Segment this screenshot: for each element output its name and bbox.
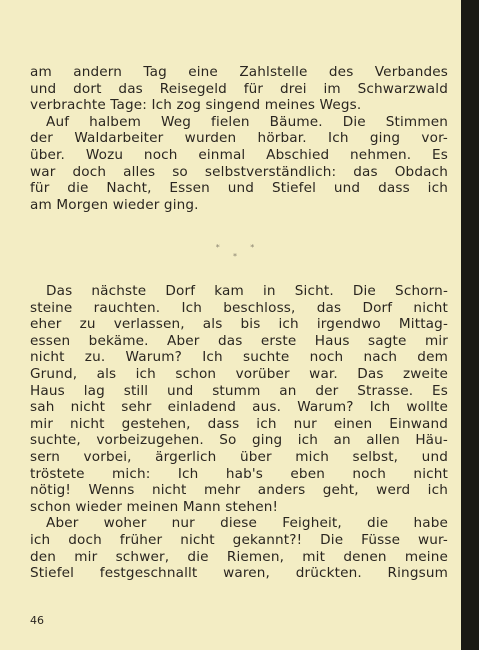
text-line: suchte, vorbeizugehen. So ging ich an allen Häu- [30,432,448,449]
text-line: tröstete mich: Ich hab's eben noch nicht [30,465,448,482]
text-line: steine rauchten. Ich beschloss, das Dorf nicht [30,299,448,316]
text-line: über. Wozu noch einmal Abschied nehmen. Es [30,146,448,163]
paragraph [30,515,448,581]
text-line: Auf halbem Weg fielen Bäume. Die Stimmen [46,113,448,130]
text-line: eher zu verlassen, als bis ich irgendwo Mittag- [30,316,448,333]
page-number: 46 [30,614,44,627]
text-line: am andern Tag eine Zahlstelle des Verbandes [30,64,448,80]
text-line: Haus lag still und stumm an der Strasse. Es [30,382,448,399]
text-line: sern vorbei, ärgerlich über mich selbst, und [30,448,448,465]
paragraph [30,114,448,214]
text-line: der Waldarbeiter wurden hörbar. Ich ging vor- [30,130,448,147]
text-line: den mir schwer, die Riemen, mit denen meine [30,548,448,565]
text-line: und dort das Reisegeld für drei im Schwarzwald [30,80,448,97]
text-line: für die Nacht, Essen und Stiefel und dass ich [30,180,448,197]
text-line: mir nicht gestehen, dass ich nur einen Einwand [30,415,448,432]
text-line: am Morgen wieder ging. [30,196,199,213]
paragraph [30,64,448,114]
page-edge-shadow [461,0,470,650]
text-line: ich doch früher nicht gekannt?! Die Füsse wur- [30,531,448,548]
text-block-top [30,64,448,213]
section-separator [0,243,470,263]
text-line: schon wieder meinen Mann stehen! [30,498,279,515]
text-line: war doch alles so selbstverständlich: das Obdach [30,163,448,180]
paragraph [30,283,448,515]
text-line: sah nicht sehr einladend aus. Warum? Ich wollte [30,399,448,416]
separator-stars-top: * * [215,243,269,252]
text-line: nicht zu. Warum? Ich suchte noch nach dem [30,349,448,366]
text-line: Grund, als ich schon vorüber war. Das zweite [30,365,448,382]
text-line: verbrachte Tage: Ich zog singend meines Wegs. [30,97,362,114]
separator-star-bottom: * [233,252,237,261]
text-line: nötig! Wenns nicht mehr anders geht, werd ich [30,482,448,499]
text-line: Stiefel festgeschnallt waren, drückten. Ringsum [30,565,448,582]
text-line: essen bekäme. Aber das erste Haus sagte mir [30,332,448,349]
text-block-bottom [30,283,448,582]
text-line: Das nächste Dorf kam in Sicht. Die Schorn- [46,283,448,299]
text-line: Aber woher nur diese Feigheit, die habe [46,515,448,532]
